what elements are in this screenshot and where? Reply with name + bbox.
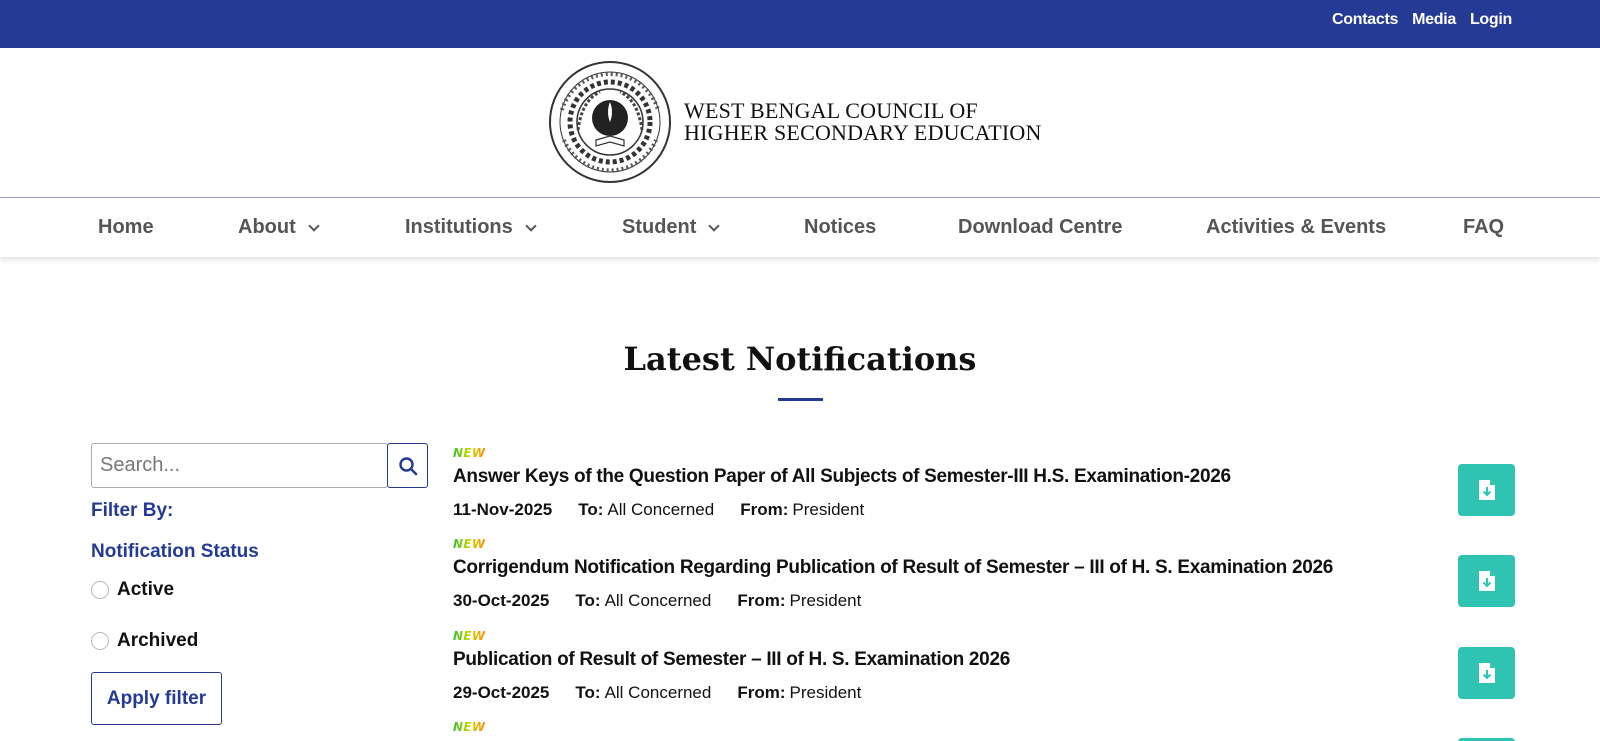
media-link[interactable]: Media	[1412, 11, 1456, 28]
chevron-down-icon	[709, 220, 720, 231]
nav-item-home[interactable]	[98, 216, 154, 239]
to-value: All Concerned	[604, 683, 712, 702]
nav-item-institutions[interactable]	[405, 216, 535, 239]
nav-item-label: Home	[98, 216, 154, 238]
login-link[interactable]: Login	[1469, 11, 1512, 28]
radio-label-active: Active	[117, 579, 175, 600]
search-input[interactable]	[91, 443, 388, 488]
nav-item-notices[interactable]	[804, 216, 876, 239]
status-option-archived[interactable]	[91, 630, 198, 652]
file-download-icon	[1478, 479, 1496, 501]
nav-item-student[interactable]	[622, 216, 718, 239]
to-value: All Concerned	[607, 500, 715, 519]
title-underline	[778, 398, 823, 401]
new-badge: NEW	[453, 720, 486, 734]
from-value: President	[789, 683, 862, 702]
notification-title[interactable]: Corrigendum Notification Regarding Publication of Result of Semester – III of H. S. Examination 2026	[453, 557, 1334, 578]
to-label: To:	[578, 500, 604, 519]
radio-active[interactable]	[91, 581, 109, 599]
top-bar	[0, 0, 1600, 48]
new-badge: NEW	[453, 446, 486, 460]
file-download-icon	[1478, 662, 1496, 684]
radio-label-archived: Archived	[117, 630, 199, 651]
org-name-line1: WEST BENGAL COUNCIL OF	[684, 98, 978, 123]
notification-date: 30-Oct-2025	[453, 591, 550, 610]
download-button[interactable]	[1458, 464, 1515, 516]
site-header	[0, 48, 1600, 198]
nav-item-label: Institutions	[405, 216, 513, 238]
contacts-link[interactable]: Contacts	[1332, 11, 1399, 28]
to-label: To:	[575, 683, 601, 702]
nav-item-label: Student	[622, 216, 697, 238]
org-name	[684, 100, 1042, 144]
page-title: Latest Notifications	[623, 340, 977, 378]
notification-item	[453, 537, 1515, 627]
nav-item-label: Download Centre	[958, 216, 1123, 238]
radio-archived[interactable]	[91, 632, 109, 650]
notification-item	[453, 446, 1515, 536]
status-option-active[interactable]	[91, 579, 174, 601]
notification-meta	[453, 500, 864, 520]
nav-item-label: About	[238, 216, 296, 238]
council-seal-icon	[548, 60, 672, 184]
search-button[interactable]	[387, 443, 428, 488]
logo[interactable]	[548, 60, 1042, 184]
download-button[interactable]	[1458, 555, 1515, 607]
notification-status-label: Notification Status	[91, 541, 259, 562]
notification-title[interactable]: Answer Keys of the Question Paper of All Subjects of Semester-III H.S. Examination-2026	[453, 466, 1231, 487]
nav-item-label: Notices	[804, 216, 877, 238]
search-icon	[398, 456, 418, 476]
nav-item-faq[interactable]	[1463, 216, 1504, 239]
notification-item	[453, 629, 1515, 719]
from-value: President	[792, 500, 865, 519]
notification-title[interactable]: Publication of Result of Semester – III of H. S. Examination 2026	[453, 649, 1010, 670]
notification-item	[453, 720, 1515, 741]
notification-date: 11-Nov-2025	[453, 500, 553, 519]
top-links	[1332, 11, 1512, 29]
main-nav	[0, 199, 1600, 257]
new-badge: NEW	[453, 629, 486, 643]
to-value: All Concerned	[604, 591, 712, 610]
notification-date: 29-Oct-2025	[453, 683, 550, 702]
nav-item-activities-events[interactable]	[1206, 216, 1386, 239]
from-label: From:	[740, 500, 789, 519]
filter-by-label: Filter By:	[91, 500, 174, 521]
chevron-down-icon	[525, 220, 536, 231]
apply-filter-button[interactable]: Apply filter	[91, 672, 222, 725]
notification-meta	[453, 591, 861, 611]
nav-item-label: FAQ	[1463, 216, 1505, 238]
nav-item-about[interactable]	[238, 216, 318, 239]
file-download-icon	[1478, 570, 1496, 592]
from-label: From:	[737, 683, 786, 702]
nav-item-label: Activities & Events	[1206, 216, 1387, 238]
chevron-down-icon	[308, 220, 319, 231]
org-name-line2: HIGHER SECONDARY EDUCATION	[684, 120, 1042, 145]
new-badge: NEW	[453, 537, 486, 551]
notification-meta	[453, 683, 861, 703]
download-button[interactable]	[1458, 647, 1515, 699]
to-label: To:	[575, 591, 601, 610]
from-label: From:	[737, 591, 786, 610]
from-value: President	[789, 591, 862, 610]
nav-item-download-centre[interactable]	[958, 216, 1122, 239]
